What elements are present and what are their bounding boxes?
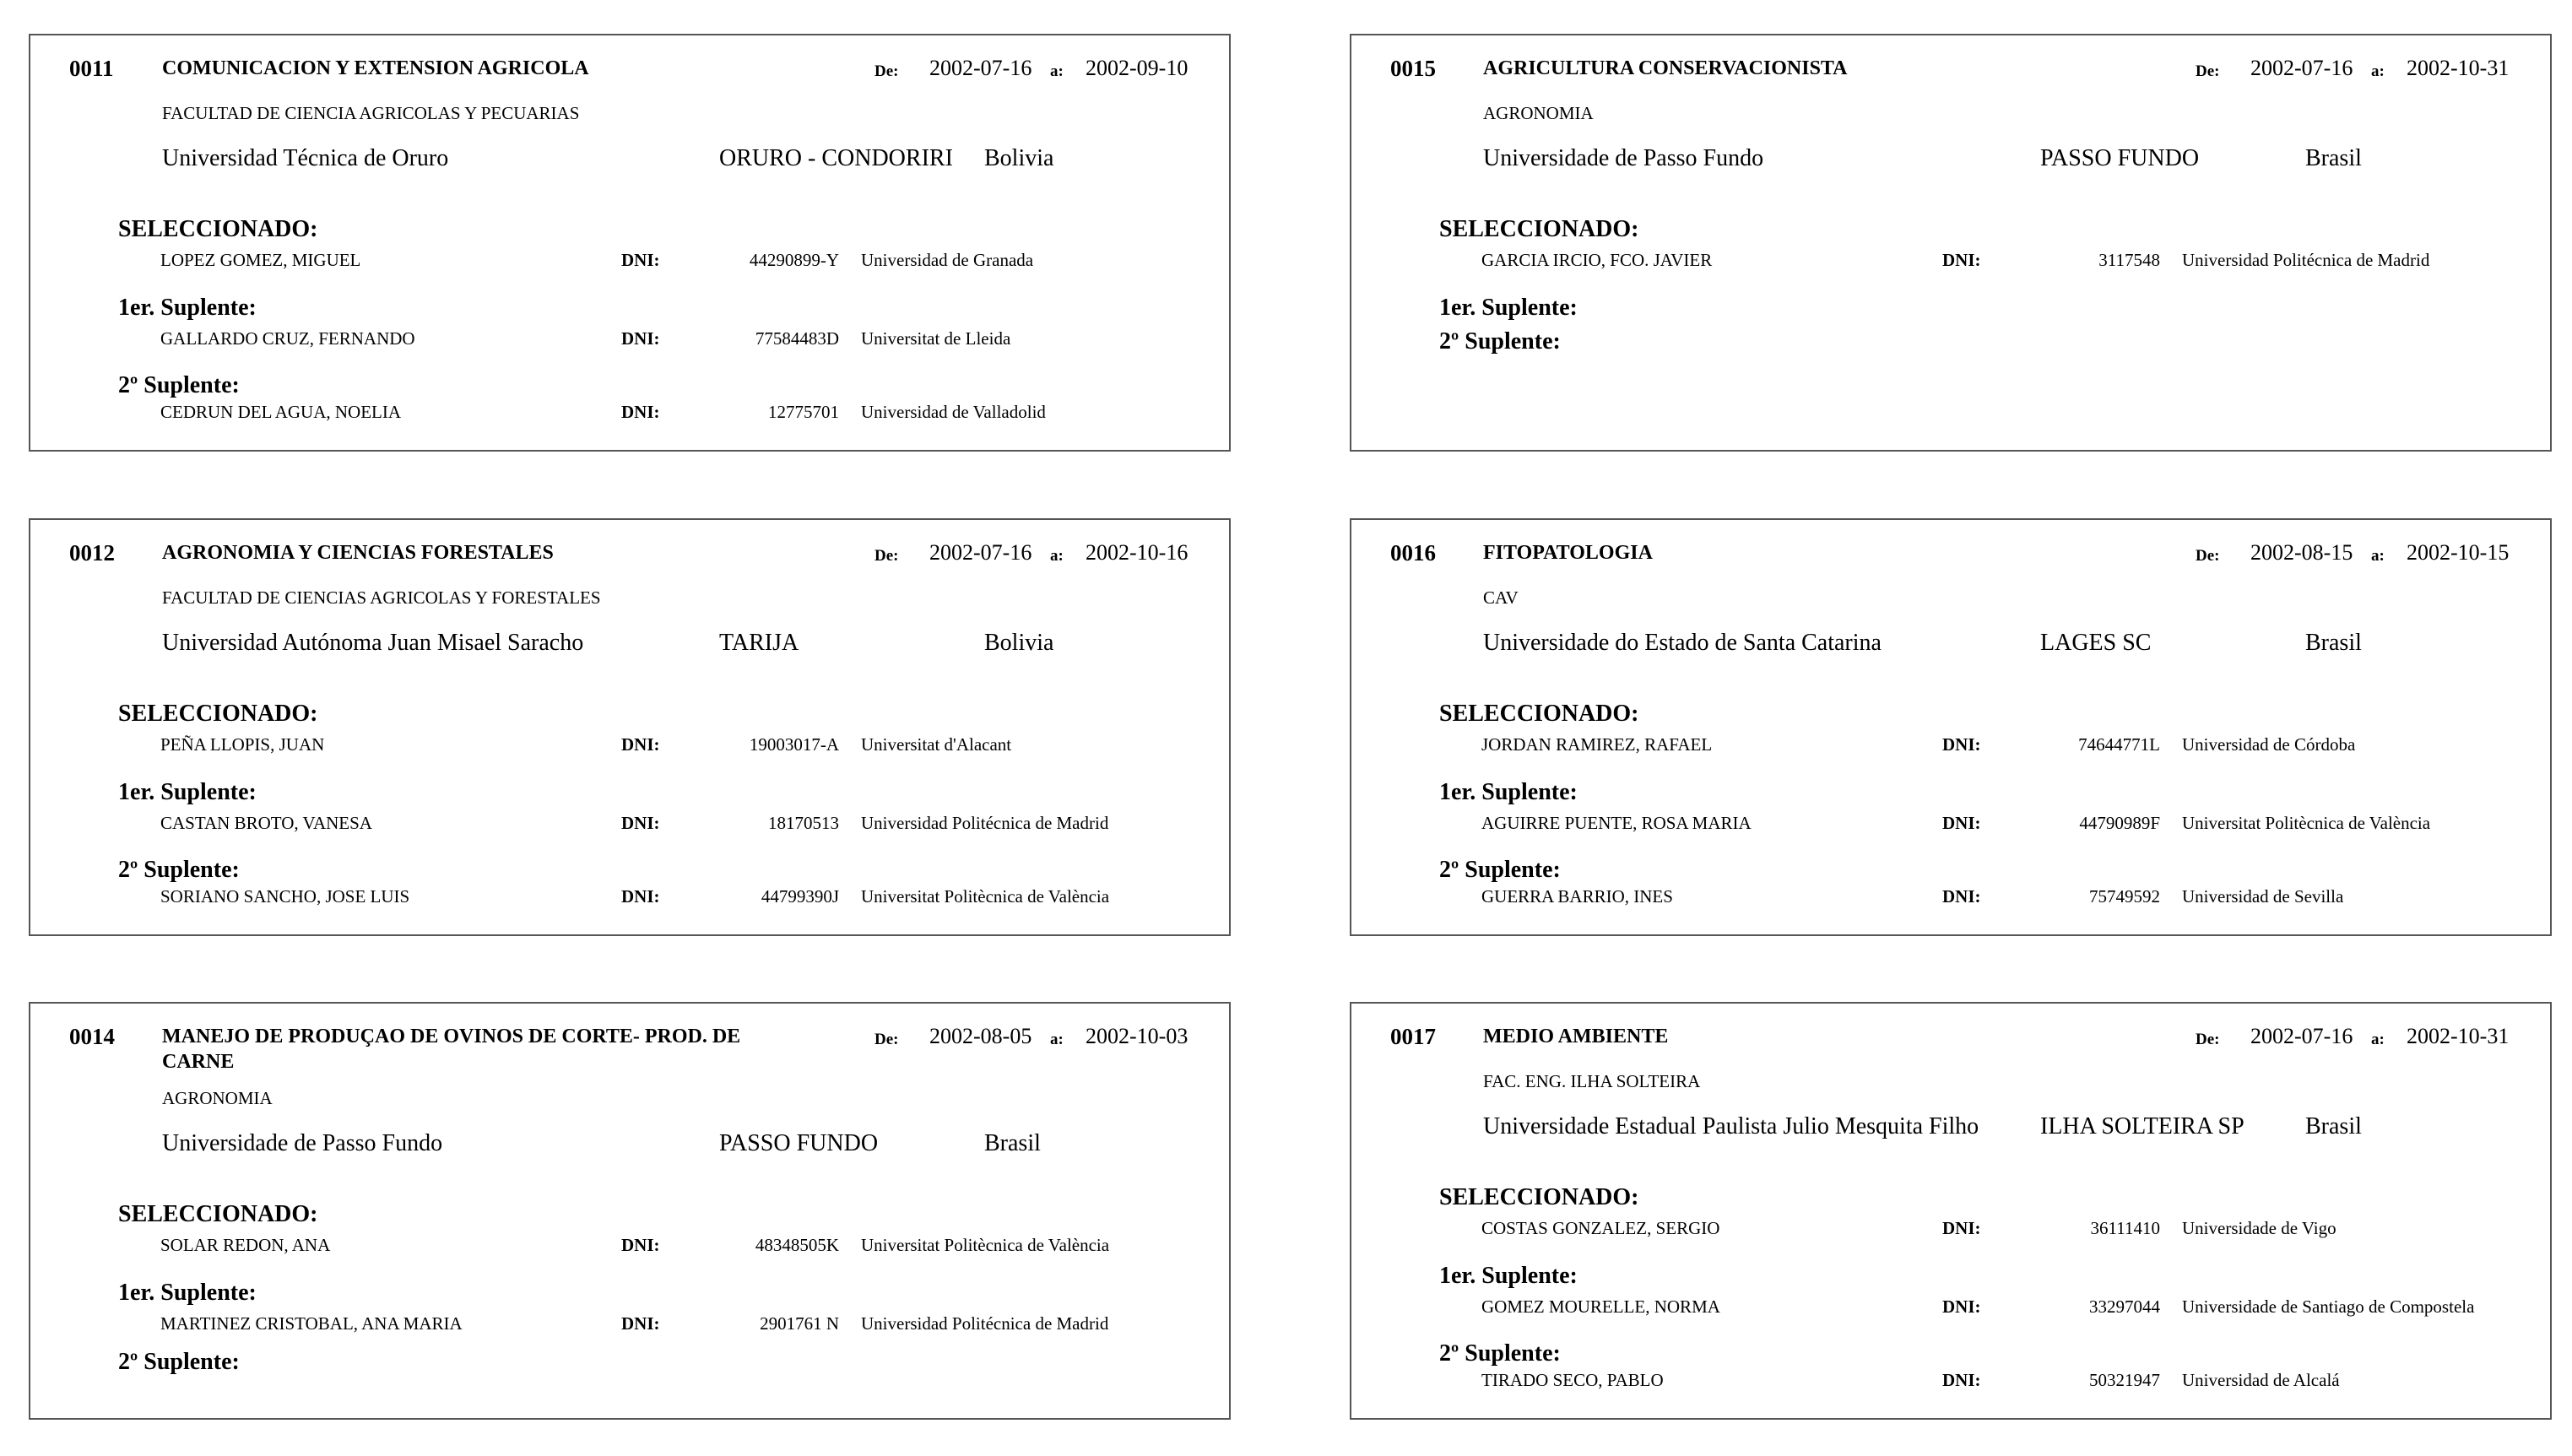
program-title: AGRONOMIA Y CIENCIAS FORESTALES — [162, 542, 554, 564]
from-label: De: — [874, 62, 899, 80]
to-label: a: — [2371, 62, 2385, 80]
substitute1-name: MARTINEZ CRISTOBAL, ANA MARIA — [160, 1313, 463, 1334]
from-date: 2002-07-16 — [929, 540, 1032, 565]
selected-university: Universitat Politècnica de València — [861, 1235, 1110, 1255]
substitute2-dni: 12775701 — [768, 402, 839, 422]
selected-heading: SELECCIONADO: — [118, 1201, 318, 1227]
to-label: a: — [1050, 62, 1064, 80]
substitute1-heading: 1er. Suplente: — [118, 779, 257, 805]
selected-dni: 74644771L — [2078, 734, 2160, 755]
host-city: PASSO FUNDO — [2040, 145, 2200, 171]
to-date: 2002-10-31 — [2407, 56, 2510, 80]
faculty: CAV — [1483, 587, 1519, 608]
substitute1-heading: 1er. Suplente: — [1439, 779, 1578, 805]
faculty: FACULTAD DE CIENCIA AGRICOLAS Y PECUARIAS — [162, 103, 580, 123]
program-card-0017 — [1350, 1002, 2552, 1420]
dni-label: DNI: — [621, 250, 660, 270]
selected-heading: SELECCIONADO: — [1439, 1184, 1639, 1210]
dni-label: DNI: — [621, 734, 660, 755]
from-label: De: — [874, 547, 899, 565]
dni-label: DNI: — [621, 328, 660, 349]
selected-name: GARCIA IRCIO, FCO. JAVIER — [1481, 250, 1713, 270]
host-university: Universidade de Passo Fundo — [162, 1130, 443, 1156]
dni-label: DNI: — [621, 402, 660, 422]
substitute2-name: TIRADO SECO, PABLO — [1481, 1370, 1664, 1390]
dni-label: DNI: — [1942, 734, 1981, 755]
to-date: 2002-10-16 — [1086, 540, 1189, 565]
selected-name: PEÑA LLOPIS, JUAN — [160, 734, 325, 755]
from-date: 2002-07-16 — [2250, 56, 2353, 80]
substitute2-heading: 2º Suplente: — [1439, 328, 1561, 355]
dni-label: DNI: — [1942, 886, 1981, 907]
faculty: AGRONOMIA — [162, 1088, 273, 1108]
program-card-0016 — [1350, 518, 2552, 936]
substitute2-university: Universidad de Valladolid — [861, 402, 1046, 422]
from-label: De: — [874, 1031, 899, 1048]
substitute2-dni: 44799390J — [761, 886, 839, 907]
program-code: 0014 — [69, 1024, 115, 1049]
selected-heading: SELECCIONADO: — [118, 216, 318, 242]
substitute2-dni: 50321947 — [2089, 1370, 2160, 1390]
dni-label: DNI: — [1942, 813, 1981, 833]
from-label: De: — [2196, 62, 2220, 80]
program-code: 0011 — [69, 56, 114, 81]
substitute2-name: CEDRUN DEL AGUA, NOELIA — [160, 402, 402, 422]
host-country: Bolivia — [984, 145, 1054, 171]
selected-name: SOLAR REDON, ANA — [160, 1235, 331, 1255]
to-label: a: — [2371, 547, 2385, 565]
program-card-0012 — [29, 518, 1231, 936]
substitute2-heading: 2º Suplente: — [1439, 857, 1561, 883]
dni-label: DNI: — [621, 1313, 660, 1334]
faculty: FACULTAD DE CIENCIAS AGRICOLAS Y FORESTALES — [162, 587, 601, 608]
substitute1-name: AGUIRRE PUENTE, ROSA MARIA — [1481, 813, 1752, 833]
program-code: 0015 — [1390, 56, 1436, 81]
faculty: FAC. ENG. ILHA SOLTEIRA — [1483, 1071, 1701, 1091]
program-title: MEDIO AMBIENTE — [1483, 1026, 1669, 1047]
selected-university: Universidade de Vigo — [2182, 1218, 2336, 1238]
to-date: 2002-09-10 — [1086, 56, 1189, 80]
selected-heading: SELECCIONADO: — [1439, 701, 1639, 727]
substitute1-heading: 1er. Suplente: — [1439, 295, 1578, 321]
substitute1-heading: 1er. Suplente: — [118, 1280, 257, 1306]
program-code: 0017 — [1390, 1024, 1436, 1049]
to-label: a: — [1050, 547, 1064, 565]
dni-label: DNI: — [621, 886, 660, 907]
substitute1-name: CASTAN BROTO, VANESA — [160, 813, 372, 833]
selected-university: Universidad Politécnica de Madrid — [2182, 250, 2430, 270]
selected-university: Universidad de Granada — [861, 250, 1034, 270]
program-code: 0012 — [69, 540, 115, 566]
host-country: Brasil — [2305, 1113, 2362, 1139]
host-university: Universidad Técnica de Oruro — [162, 145, 449, 171]
dni-label: DNI: — [1942, 1218, 1981, 1238]
program-card-0015 — [1350, 34, 2552, 452]
to-date: 2002-10-03 — [1086, 1024, 1189, 1048]
program-title: AGRICULTURA CONSERVACIONISTA — [1483, 57, 1848, 79]
host-city: TARIJA — [719, 630, 799, 656]
host-university: Universidade do Estado de Santa Catarina — [1483, 630, 1882, 656]
from-label: De: — [2196, 1031, 2220, 1048]
program-title: COMUNICACION Y EXTENSION AGRICOLA — [162, 57, 589, 79]
substitute1-university: Universidade de Santiago de Compostela — [2182, 1296, 2475, 1317]
selected-university: Universitat d'Alacant — [861, 734, 1012, 755]
from-date: 2002-08-05 — [929, 1024, 1032, 1048]
substitute2-heading: 2º Suplente: — [118, 372, 240, 398]
selected-name: COSTAS GONZALEZ, SERGIO — [1481, 1218, 1720, 1238]
selected-dni: 36111410 — [2090, 1218, 2160, 1238]
to-date: 2002-10-15 — [2407, 540, 2510, 565]
host-city: PASSO FUNDO — [719, 1130, 879, 1156]
host-university: Universidad Autónoma Juan Misael Saracho — [162, 630, 584, 656]
substitute2-university: Universidad de Alcalá — [2182, 1370, 2340, 1390]
host-country: Brasil — [2305, 630, 2362, 656]
host-country: Bolivia — [984, 630, 1054, 656]
to-date: 2002-10-31 — [2407, 1024, 2510, 1048]
selected-dni: 44290899-Y — [749, 250, 839, 270]
substitute1-heading: 1er. Suplente: — [1439, 1263, 1578, 1289]
program-title: MANEJO DE PRODUÇAO DE OVINOS DE CORTE- PROD. DE CARNE — [162, 1026, 741, 1073]
selected-heading: SELECCIONADO: — [118, 701, 318, 727]
substitute1-dni: 44790989F — [2079, 813, 2160, 833]
selected-dni: 48348505K — [755, 1235, 839, 1255]
dni-label: DNI: — [1942, 1296, 1981, 1317]
from-label: De: — [2196, 547, 2220, 565]
host-country: Brasil — [984, 1130, 1041, 1156]
dni-label: DNI: — [1942, 1370, 1981, 1390]
host-city: ORURO - CONDORIRI — [719, 145, 953, 171]
program-code: 0016 — [1390, 540, 1436, 566]
substitute2-name: SORIANO SANCHO, JOSE LUIS — [160, 886, 410, 907]
substitute2-university: Universitat Politècnica de València — [861, 886, 1110, 907]
substitute1-university: Universitat Politècnica de València — [2182, 813, 2431, 833]
substitute1-heading: 1er. Suplente: — [118, 295, 257, 321]
to-label: a: — [1050, 1031, 1064, 1048]
dni-label: DNI: — [621, 813, 660, 833]
dni-label: DNI: — [1942, 250, 1981, 270]
selected-heading: SELECCIONADO: — [1439, 216, 1639, 242]
from-date: 2002-07-16 — [2250, 1024, 2353, 1048]
host-city: LAGES SC — [2040, 630, 2152, 656]
selected-dni: 19003017-A — [749, 734, 839, 755]
program-card-0014 — [29, 1002, 1231, 1420]
substitute1-name: GOMEZ MOURELLE, NORMA — [1481, 1296, 1720, 1317]
selected-name: LOPEZ GOMEZ, MIGUEL — [160, 250, 361, 270]
substitute2-name: GUERRA BARRIO, INES — [1481, 886, 1673, 907]
host-country: Brasil — [2305, 145, 2362, 171]
substitute2-heading: 2º Suplente: — [1439, 1340, 1561, 1367]
substitute2-heading: 2º Suplente: — [118, 857, 240, 883]
selected-university: Universidad de Córdoba — [2182, 734, 2356, 755]
substitute1-name: GALLARDO CRUZ, FERNANDO — [160, 328, 415, 349]
substitute1-dni: 18170513 — [768, 813, 839, 833]
substitute2-dni: 75749592 — [2089, 886, 2160, 907]
substitute2-heading: 2º Suplente: — [118, 1349, 240, 1375]
substitute1-dni: 2901761 N — [760, 1313, 839, 1334]
from-date: 2002-07-16 — [929, 56, 1032, 80]
host-university: Universidade Estadual Paulista Julio Mesquita Filho — [1483, 1113, 1979, 1139]
substitute1-university: Universitat de Lleida — [861, 328, 1011, 349]
to-label: a: — [2371, 1031, 2385, 1048]
host-university: Universidade de Passo Fundo — [1483, 145, 1764, 171]
program-card-0011 — [29, 34, 1231, 452]
substitute1-university: Universidad Politécnica de Madrid — [861, 813, 1109, 833]
dni-label: DNI: — [621, 1235, 660, 1255]
selected-name: JORDAN RAMIREZ, RAFAEL — [1481, 734, 1713, 755]
faculty: AGRONOMIA — [1483, 103, 1594, 123]
substitute1-university: Universidad Politécnica de Madrid — [861, 1313, 1109, 1334]
selected-dni: 3117548 — [2098, 250, 2160, 270]
substitute2-university: Universidad de Sevilla — [2182, 886, 2344, 907]
host-city: ILHA SOLTEIRA SP — [2040, 1113, 2244, 1139]
from-date: 2002-08-15 — [2250, 540, 2353, 565]
substitute1-dni: 77584483D — [755, 328, 839, 349]
program-title: FITOPATOLOGIA — [1483, 542, 1653, 564]
substitute1-dni: 33297044 — [2089, 1296, 2160, 1317]
